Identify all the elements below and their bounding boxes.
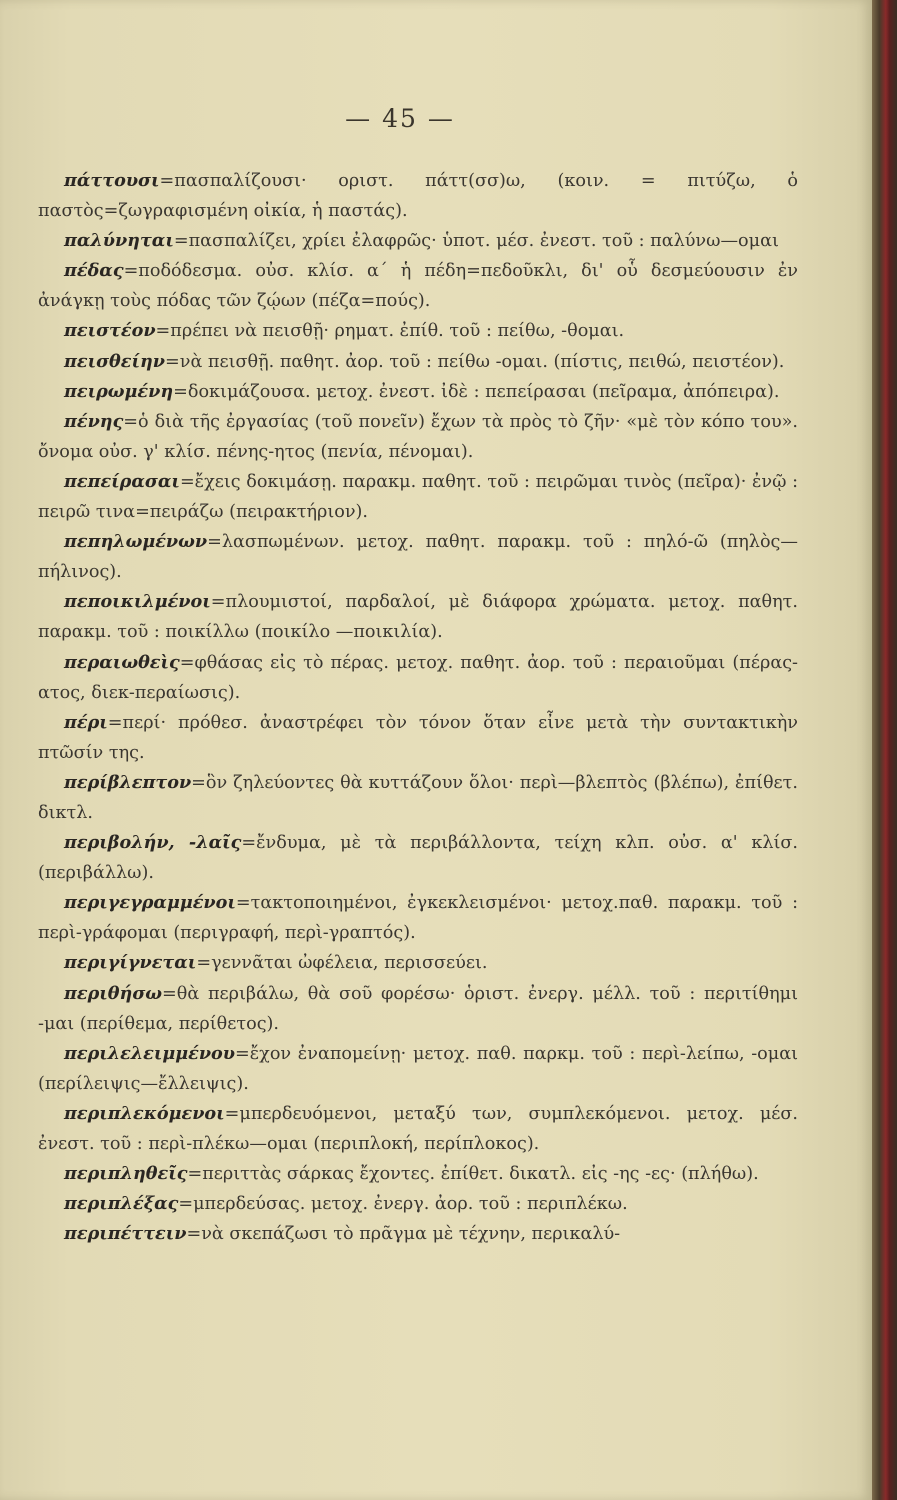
entry-lemma: περιλελειμμένου [64, 1042, 235, 1064]
entry-lemma: πέρι [64, 711, 108, 733]
entry-definition: =πλουμιστοί, παρδαλοί, μὲ διάφορα χρώματα. μετοχ. παθητ. παρακμ. τοῦ : ποικίλλω (ποικίλο —ποικιλία). [38, 592, 798, 643]
entry-definition: =ποδόδεσμα. οὐσ. κλίσ. α΄ ἡ πέδη=πεδοῦκλι, δι' οὗ δεσμεύουσιν ἐν ἀνάγκῃ τοὺς πόδας τῶν ζῴων (πέζα=πούς). [38, 261, 798, 312]
entry-definition: =ἔνδυμα, μὲ τὰ περιβάλλοντα, τείχη κλπ. οὐσ. α' κλίσ. (περιβάλλω). [38, 833, 799, 884]
entry-lemma: περιπλέξας [64, 1193, 179, 1215]
glossary-entry [38, 316, 798, 346]
entry-definition: =τακτοποιημένοι, ἐγκεκλεισμένοι· μετοχ.παθ. παρακμ. τοῦ : περὶ-γράφομαι (περιγραφή, περὶ-γραπτός). [38, 893, 798, 944]
entry-lemma: πεποικιλμένοι [64, 591, 211, 613]
entry-definition: =περιττὰς σάρκας ἔχοντες. ἐπίθετ. δικατλ. εἰς -ης -ες· (πλήθω). [187, 1164, 759, 1185]
entry-lemma: περαιωθεὶς [64, 651, 180, 673]
entry-definition: =φθάσας εἰς τὸ πέρας. μετοχ. παθητ. ἀορ. τοῦ : περαιοῦμαι (πέρας-ατος, διεκ-περαίωσις). [38, 652, 798, 703]
glossary-entry [38, 467, 798, 527]
entry-lemma: πεπηλωμένων [64, 531, 208, 553]
entry-definition: =ἔχον ἐναπομείνῃ· μετοχ. παθ. παρκμ. τοῦ : περὶ-λείπω, -ομαι (περίλειψις—ἔλλειψις). [38, 1043, 798, 1094]
entry-lemma: περιγεγραμμένοι [64, 892, 236, 914]
entry-definition: =πασπαλίζουσι· οριστ. πάττ(σσ)ω, (κοιν. = πιτύζω, ὁ παστὸς=ζωγραφισμένη οἰκία, ἡ παστάς). [38, 171, 798, 222]
entry-lemma: πειρωμένη [64, 380, 174, 402]
glossary-entry [38, 708, 798, 768]
entry-definition: =ὁ διὰ τῆς ἐργασίας (τοῦ πονεῖν) ἔχων τὰ πρὸς τὸ ζῆν· «μὲ τὸν κόπο του». ὄνομα οὐσ. γ' κλίσ. πένης-ητος (πενία, πένομαι). [38, 411, 798, 462]
glossary-entry [38, 768, 798, 828]
entry-lemma: πέδας [64, 260, 124, 282]
glossary-entry [38, 828, 798, 888]
entry-definition: =λασπωμένων. μετοχ. παθητ. παρακμ. τοῦ : πηλό-ῶ (πηλὸς—πήλινος). [38, 532, 798, 583]
entry-lemma: περιγίγνεται [64, 952, 197, 974]
entry-definition: =περί· πρόθεσ. ἀναστρέφει τὸν τόνον ὅταν εἶνε μετὰ τὴν συντακτικὴν πτῶσίν της. [38, 712, 798, 763]
entry-definition: =νὰ πεισθῇ. παθητ. ἀορ. τοῦ : πείθω -ομαι. (πίστις, πειθώ, πειστέον). [165, 351, 785, 372]
page-number: — 45 — [345, 104, 455, 133]
entry-lemma: πάττουσι [64, 170, 160, 191]
glossary-entry [38, 256, 798, 316]
glossary-entry [38, 1039, 798, 1099]
glossary-entry [38, 587, 798, 647]
entry-lemma: περιπλεκόμενοι [64, 1102, 225, 1124]
entry-lemma: πεισθείην [64, 350, 166, 372]
glossary-entry [38, 1159, 798, 1189]
entry-lemma: περιπληθεῖς [64, 1163, 188, 1185]
book-spine-edge [872, 0, 897, 1500]
glossary-entry [38, 407, 798, 467]
glossary-entry [38, 979, 798, 1039]
glossary-entry [38, 1219, 798, 1249]
glossary-entry [38, 648, 798, 708]
glossary-entries [38, 166, 798, 1249]
entry-definition: =ἔχεις δοκιμάσῃ. παρακμ. παθητ. τοῦ : πειρῶμαι τινὸς (πεῖρα)· ἐνῷ : πειρῶ τινα=πειράζω (πειρακτήριον). [38, 471, 798, 523]
entry-lemma: παλύνηται [64, 230, 174, 252]
glossary-entry [38, 527, 798, 587]
entry-lemma: περιπέττειν [64, 1223, 187, 1245]
glossary-entry [38, 166, 798, 226]
glossary-entry [38, 226, 798, 256]
entry-lemma: πεπείρασαι [64, 470, 180, 492]
entry-lemma: πένης [64, 410, 124, 432]
entry-lemma: περίβλεπτον [64, 771, 192, 793]
entry-definition: =νὰ σκεπάζωσι τὸ πρᾶγμα μὲ τέχνην, περικαλύ- [186, 1224, 621, 1245]
entry-definition: =θὰ περιβάλω, θὰ σοῦ φορέσω· ὁριστ. ἐνεργ. μέλλ. τοῦ : περιτίθημι -μαι (περίθεμα, περίθετος). [38, 983, 798, 1034]
entry-definition: =πρέπει νὰ πεισθῇ· ρηματ. ἐπίθ. τοῦ : πείθω, -θομαι. [155, 321, 625, 342]
glossary-entry [38, 377, 798, 407]
glossary-entry [38, 888, 798, 948]
entry-lemma: περιθήσω [64, 982, 163, 1004]
entry-definition: =μπερδευόμενοι, μεταξύ των, συμπλεκόμενοι. μετοχ. μέσ. ἐνεστ. τοῦ : περὶ-πλέκω—ομαι (περιπλοκή, περίπλοκος). [38, 1103, 798, 1154]
entry-definition: =μπερδεύσας. μετοχ. ἐνεργ. ἀορ. τοῦ : περιπλέκω. [178, 1194, 628, 1215]
entry-definition: =πασπαλίζει, χρίει ἐλαφρῶς· ὑποτ. μέσ. ἐνεστ. τοῦ : παλύνω—ομαι [173, 231, 779, 252]
entry-definition: =γεννᾶται ὠφέλεια, περισσεύει. [196, 953, 488, 974]
entry-definition: =ὃν ζηλεύοντες θὰ κυττάζουν ὅλοι· περὶ—βλεπτὸς (βλέπω), ἐπίθετ. δικτλ. [38, 772, 798, 823]
glossary-entry [38, 347, 798, 377]
glossary-entry [38, 948, 798, 978]
entry-lemma: περιβολήν, -λαῖς [64, 832, 242, 854]
glossary-entry [38, 1099, 798, 1159]
entry-lemma: πειστέον [64, 320, 156, 342]
entry-definition: =δοκιμάζουσα. μετοχ. ἐνεστ. ἰδὲ : πεπείρασαι (πεῖραμα, ἀπόπειρα). [173, 381, 780, 402]
glossary-entry [38, 1189, 798, 1219]
